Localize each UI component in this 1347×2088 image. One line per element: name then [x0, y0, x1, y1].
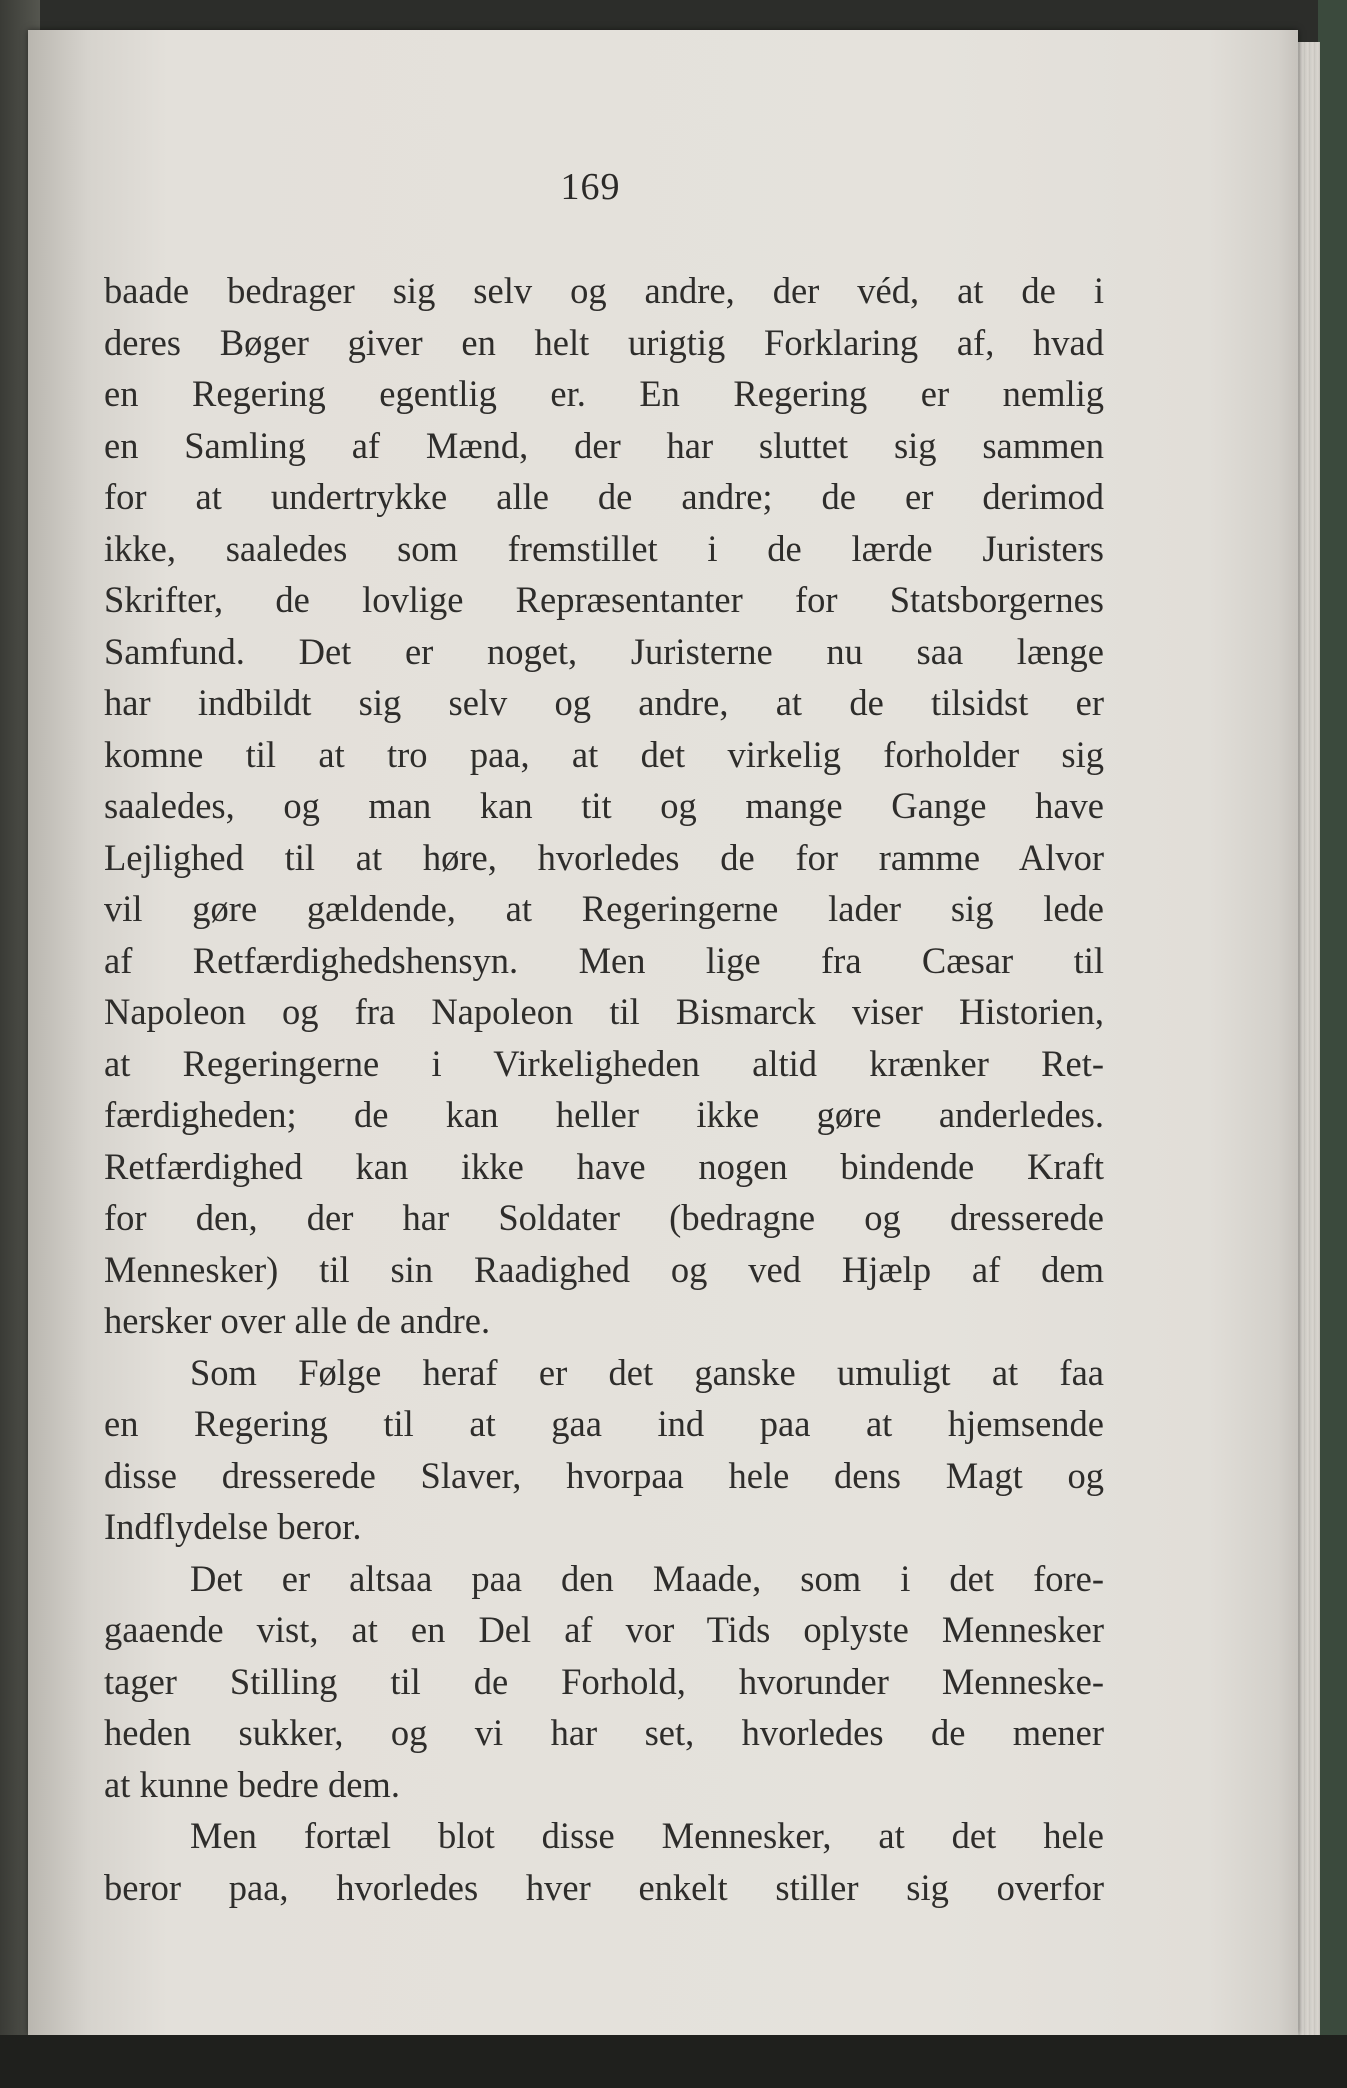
text-line: hersker over alle de andre. — [104, 1300, 491, 1341]
text-line: at kunne bedre dem. — [104, 1763, 400, 1805]
text-line: gaaende vist, at en Del af vor Tids oplyste Mennesker — [104, 1609, 1104, 1650]
text-line: en Samling af Mænd, der har sluttet sig sammen — [104, 424, 1104, 466]
text-line: disse dresserede Slaver, hvorpaa hele dens Magt og — [104, 1454, 1104, 1496]
text-line: af Retfærdighedshensyn. Men lige fra Cæsar til — [104, 939, 1104, 981]
text-line: Skrifter, de lovlige Repræsentanter for Statsborgernes — [104, 579, 1104, 620]
text-line: Retfærdighed kan ikke have nogen bindende Kraft — [104, 1145, 1104, 1187]
book-cover-right — [1318, 0, 1347, 2088]
text-line: komne til at tro paa, at det virkelig forholder sig — [104, 733, 1104, 775]
text-line: baade bedrager sig selv og andre, der véd, at de i — [104, 270, 1104, 311]
text-line: Mennesker) til sin Raadighed og ved Hjælp af dem — [104, 1248, 1104, 1290]
body-text — [104, 265, 1104, 1913]
text-line: Indflydelse beror. — [104, 1506, 362, 1547]
text-line: saaledes, og man kan tit og mange Gange have — [104, 785, 1104, 826]
scan-bottom-edge — [0, 2035, 1347, 2088]
text-line: for at undertrykke alle de andre; de er derimod — [104, 476, 1104, 517]
text-line: en Regering egentlig er. En Regering er nemlig — [104, 373, 1104, 414]
text-line: ikke, saaledes som fremstillet i de lærde Juristers — [104, 527, 1104, 569]
text-line: Det er altsaa paa den Maade, som i det fore- — [190, 1557, 1104, 1599]
text-line: Samfund. Det er noget, Juristerne nu saa længe — [104, 630, 1104, 672]
text-line: heden sukker, og vi har set, hvorledes de mener — [104, 1712, 1104, 1753]
page-number: 169 — [560, 166, 621, 208]
text-line: Lejlighed til at høre, hvorledes de for ramme Alvor — [104, 836, 1104, 878]
text-line: at Regeringerne i Virkeligheden altid krænker Ret- — [104, 1042, 1104, 1084]
text-line: Som Følge heraf er det ganske umuligt at faa — [190, 1351, 1104, 1393]
text-line: en Regering til at gaa ind paa at hjemsende — [104, 1403, 1104, 1444]
text-line: færdigheden; de kan heller ikke gøre anderledes. — [104, 1094, 1104, 1135]
text-line: har indbildt sig selv og andre, at de tilsidst er — [104, 682, 1104, 723]
text-line: vil gøre gældende, at Regeringerne lader sig lede — [104, 888, 1104, 929]
text-line: beror paa, hvorledes hver enkelt stiller sig overfor — [104, 1866, 1104, 1908]
text-line: deres Bøger giver en helt urigtig Forklaring af, hvad — [104, 321, 1104, 363]
text-line: Men fortæl blot disse Mennesker, at det hele — [190, 1815, 1104, 1856]
text-line: Napoleon og fra Napoleon til Bismarck viser Historien, — [104, 991, 1104, 1032]
text-line: for den, der har Soldater (bedragne og dresserede — [104, 1197, 1104, 1238]
book-page — [28, 30, 1298, 2035]
text-line: tager Stilling til de Forhold, hvorunder Menneske- — [104, 1660, 1104, 1702]
